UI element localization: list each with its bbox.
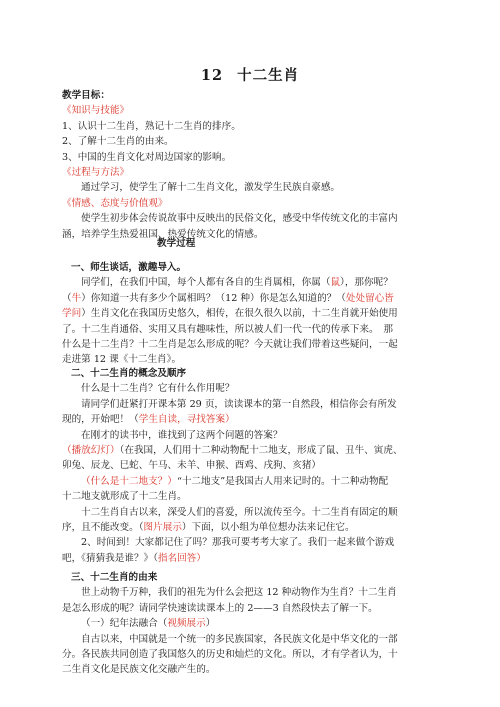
section-3-line-2: 是怎么形成的呢？请同学快速读读课本上的 2——3 自然段快去了解一下。 <box>62 602 378 614</box>
section-1-line-6: 走进第 12 课《十二生肖》。 <box>62 354 182 366</box>
teaching-goals <box>62 88 430 242</box>
section-1-line-3: 学问）生肖文化在我国历史悠久，相传，在很久很久以前，十二生肖就开始使用 <box>62 308 398 320</box>
section-2-heading: 二、十二生肖的概念及顺序 <box>71 368 187 379</box>
section-3-line-3: （一）纪年法融合（视频展示） <box>81 618 216 630</box>
lesson-number: 12 <box>200 67 224 84</box>
goals-heading: 教学目标： <box>62 90 110 101</box>
section-3-line-1: 世上动物千万种，我们的祖先为什么会把这 12 种动物作为生肖？十二生肖 <box>81 587 397 599</box>
section-2-line-1: 什么是十二生肖？它有什么作用呢？ <box>81 383 235 395</box>
section-2-line-8: 十二地支就形成了十二生肖。 <box>62 491 187 503</box>
knowledge-item-3: 3、中国的生肖文化对周边国家的影响。 <box>62 151 232 163</box>
section-2-line-2: 请同学们赶紧打开课本第 29 页，读读课本的第一自然段，相信你会有所发 <box>81 398 397 410</box>
section-3 <box>62 570 430 678</box>
section-2-line-5: （播放幻灯）（在我国，人们用十二种动物配十二地支，形成了鼠、丑牛、寅虎、 <box>62 445 403 457</box>
section-1-line-4: 了。十二生肖通俗、实用又具有趣味性，所以被人们一代一代的传承下来。 那 <box>62 323 393 335</box>
section-1 <box>62 260 430 368</box>
section-2-line-10: 序，且不能改变。（图片展示）下面，以小组为单位想办法来记住它。 <box>62 522 355 534</box>
section-3-heading: 三、十二生肖的由来 <box>71 572 158 583</box>
lesson-title-text: 十二生肖 <box>237 67 300 84</box>
section-3-line-6: 二生肖文化是民族文化交融产生的。 <box>62 664 216 676</box>
section-3-line-4: 自古以来，中国就是一个统一的多民族国家，各民族文化是中华文化的一部 <box>81 633 398 645</box>
section-2-line-3: 现的，开始吧！（学生自读，寻找答案） <box>62 414 235 426</box>
section-1-line-2: （牛）你知道一共有多少个属相吗？（12 种）你是怎么知道的？（处处留心皆 <box>62 292 394 304</box>
knowledge-item-2: 2、了解十二生肖的由来。 <box>62 136 174 148</box>
section-2-line-12: 吧，《猜猜我是谁？》（指名回答） <box>62 552 206 564</box>
emotion-text-2: 涵，培养学生热爱祖国、热爱传统文化的情感。 <box>62 228 264 240</box>
process-text: 通过学习，使学生了解十二生肖文化，激发学生民族自豪感。 <box>81 182 341 194</box>
section-2-line-9: 十二生肖自古以来，深受人们的喜爱，所以流传至今。十二生肖有固定的顺 <box>81 506 398 518</box>
section-2-line-4: 在刚才的读书中，谁找到了这两个问题的答案？ <box>81 429 283 441</box>
lesson-title <box>0 64 500 85</box>
knowledge-item-1: 1、认识十二生肖，熟记十二生肖的排序。 <box>62 120 241 132</box>
section-2-line-11: 2、时间到！大家都记住了吗？那我可要考考大家了。我们一起来做个游戏 <box>81 537 395 549</box>
emotion-label: 《情感、态度与价值观》 <box>62 197 168 209</box>
section-2-line-7: （什么是十二地支？）“十二地支”是我国古人用来记时的。十二种动物配 <box>81 475 389 487</box>
section-1-heading: 一、师生谈话，激趣导入。 <box>71 262 187 273</box>
section-1-line-5: 什么是十二生肖？十二生肖是怎么形成的呢？今天就让我们带着这些疑问，一起 <box>62 339 398 351</box>
section-2-line-6: 卯兔、辰龙、巳蛇、午马、未羊、申猴、酉鸡、戌狗、亥猪） <box>62 460 322 472</box>
knowledge-label: 《知识与技能》 <box>62 105 130 117</box>
emotion-text-1: 使学生初步体会传说故事中反映出的民俗文化，感受中华传统文化的丰富内 <box>81 213 398 225</box>
section-2 <box>62 366 430 566</box>
section-1-line-1: 同学们，在我们中国，每个人都有各自的生肖属相，你属（鼠），那你呢？ <box>81 277 393 289</box>
section-3-line-5: 分。各民族共同创造了我国悠久的历史和灿烂的文化。所以，才有学者认为，十 <box>62 649 398 661</box>
process-heading: 教学过程 <box>157 238 196 249</box>
process-label: 《过程与方法》 <box>62 167 130 179</box>
